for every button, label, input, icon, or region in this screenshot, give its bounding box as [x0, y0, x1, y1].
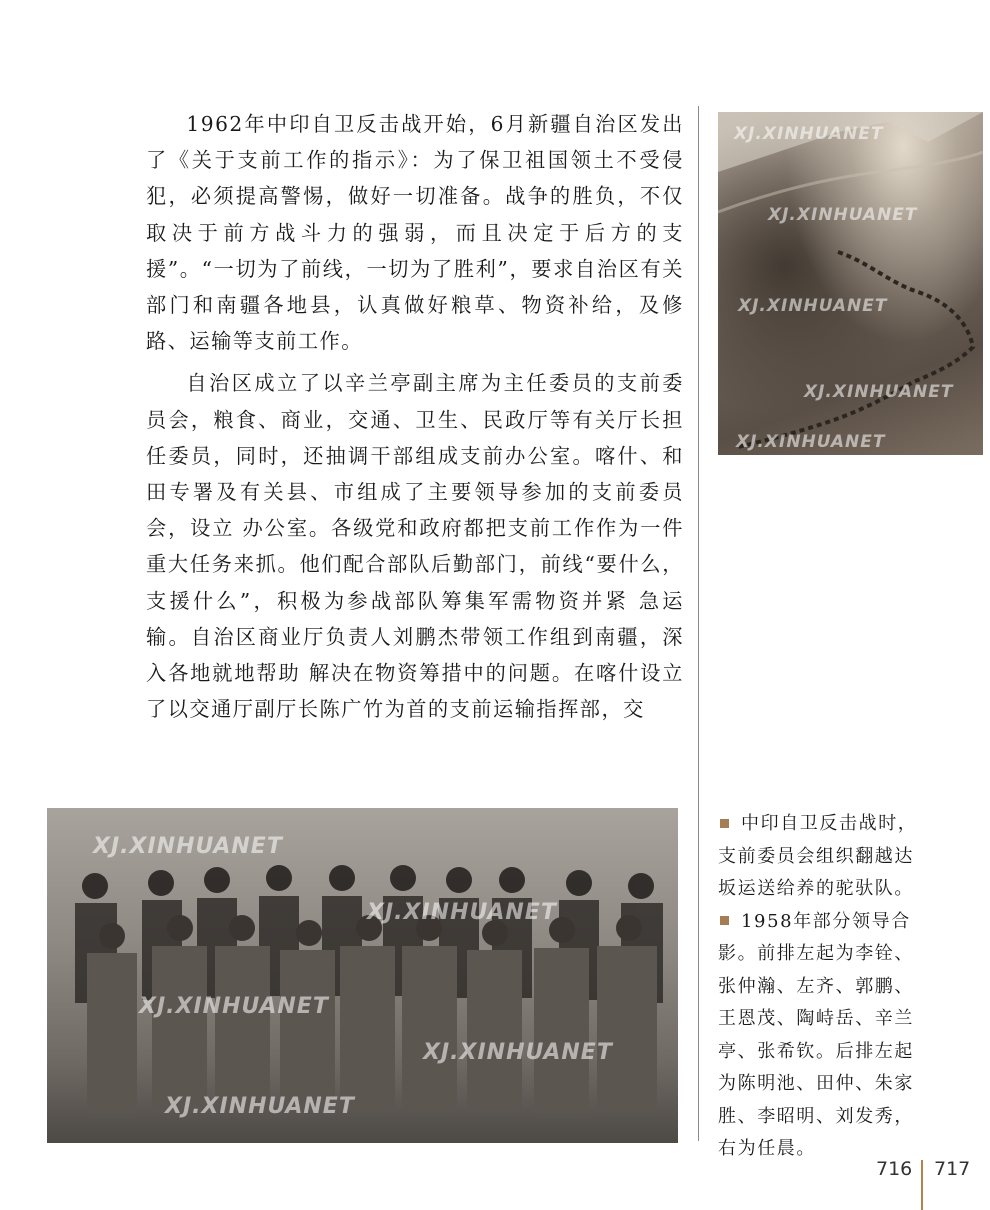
caption-line: 支前委员会组织翻越达 — [718, 845, 914, 867]
watermark-8: XJ.XINHUANET — [139, 994, 329, 1019]
photo-captions — [718, 808, 933, 1166]
photo-group-portrait — [47, 808, 678, 1143]
caption-line: 中印自卫反击战时， — [718, 808, 933, 841]
caption-line: 影。前排左起为李铨、 — [718, 943, 914, 964]
bullet-icon — [720, 916, 729, 925]
caption-line: 亭、张希钦。后排左起 — [718, 1040, 914, 1062]
caption-line: 右为任晨。 — [718, 1138, 816, 1159]
watermark-2: XJ.XINHUANET — [768, 205, 918, 225]
watermark-1: XJ.XINHUANET — [734, 124, 884, 144]
page-number-right: 717 — [934, 1158, 971, 1180]
watermark-6: XJ.XINHUANET — [93, 834, 283, 859]
paragraph-1: 1962年中印自卫反击战开始，6月新疆自治区发出了《关于支前工作的指示》：为了保卫祖国领土不受侵犯，必须提高警惕，做好一切准备。战争的胜负，不仅取决于前方战斗力的强弱，而且决定于后方的支援”。“一切为了前线，一切为了胜利”，要求自治区有关部门和南疆各地县，认真做好粮草、物资补给，及修路、运输等支前工作。 — [146, 112, 684, 354]
bullet-icon — [720, 819, 729, 828]
caption-line: 为陈明池、田仲、朱家 — [718, 1073, 914, 1094]
photo-camel-caravan-graphic — [718, 112, 983, 455]
page-number-separator — [921, 1160, 923, 1210]
page-number-left: 716 — [876, 1158, 913, 1180]
watermark-5: XJ.XINHUANET — [736, 432, 886, 452]
column-divider — [698, 106, 699, 1141]
watermark-7: XJ.XINHUANET — [367, 900, 557, 925]
caption-line: 胜、李昭明、刘发秀， — [718, 1105, 914, 1127]
caption-line: 1958年部分领导合 — [718, 906, 933, 939]
watermark-3: XJ.XINHUANET — [738, 296, 888, 316]
main-text-column — [146, 106, 684, 733]
watermark-9: XJ.XINHUANET — [423, 1040, 613, 1065]
caption-line: 坂运送给养的驼驮队。 — [718, 878, 914, 899]
watermark-10: XJ.XINHUANET — [165, 1094, 355, 1119]
caption-line: 张仲瀚、左齐、郭鹏、 — [718, 975, 914, 997]
paragraph-2: 自治区成立了以辛兰亭副主席为主任委员的支前委员会，粮食、商业，交通、卫生、民政厅等有关厅长担任委员，同时，还抽调干部组成支前办公室。喀什、和田专署及有关县、市组成了主要领导参加的支前委员会，设立 办公室。各级党和政府都把支前工作作为一件重大任务来抓。他们配合部队后勤部门，前线“要什么，支援什么”，积极为参战部队筹集军需物资并紧 急运输。自治区商业厅负责人刘鹏杰带领工作组到南疆，深入各地就地帮助 解决在物资筹措中的问题。在喀什设立了以交通厅副厅长陈广竹为首的支前运输指挥部，交 — [146, 371, 684, 722]
caption-line: 王恩茂、陶峙岳、辛兰 — [718, 1008, 914, 1029]
photo-camel-caravan — [718, 112, 983, 455]
watermark-4: XJ.XINHUANET — [804, 382, 954, 402]
